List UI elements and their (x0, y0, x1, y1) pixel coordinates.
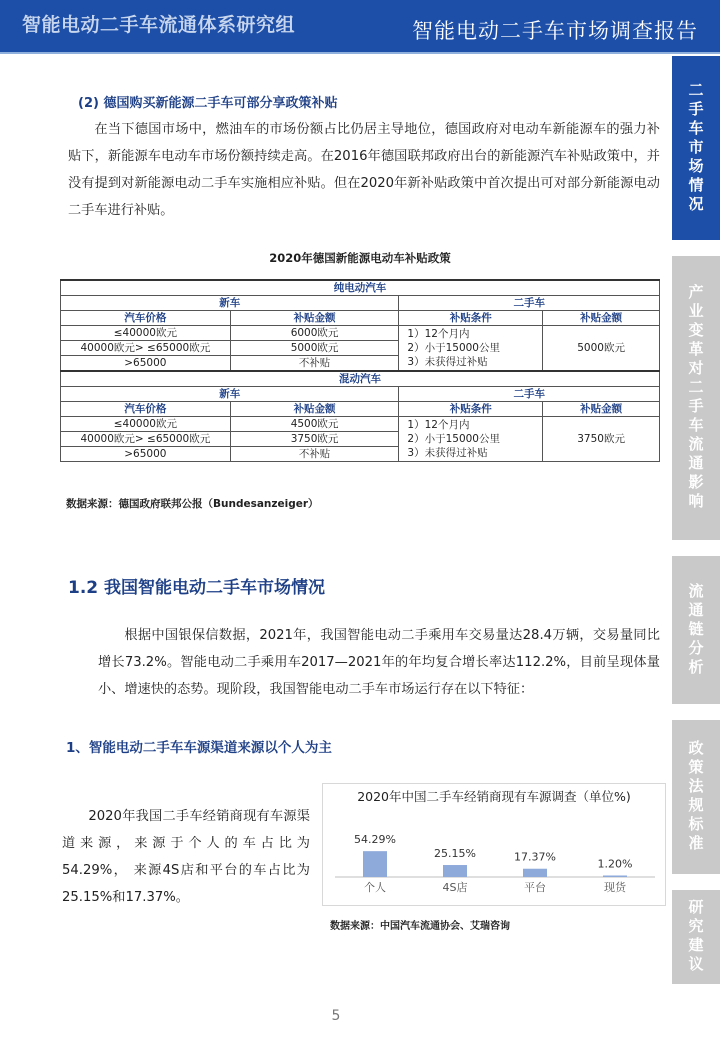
cell-amount: 6000欧元 (230, 326, 399, 341)
col-used-amount: 补贴金额 (543, 402, 660, 417)
chart-title: 2020年中国二手车经销商现有车源调查（单位%) (357, 789, 631, 804)
cell-price: ≤40000欧元 (61, 326, 231, 341)
cell-price: >65000 (61, 356, 231, 372)
cell-amount: 不补贴 (230, 447, 399, 462)
cell-amount: 不补贴 (230, 356, 399, 372)
category-label-0: 个人 (364, 881, 386, 894)
col-price: 汽车价格 (61, 311, 231, 326)
paragraph-germany: 在当下德国市场中，燃油车的市场份额占比仍居主导地位，德国政府对电动车新能源车的强力补贴下，新能源车电动车市场份额持续走高。在2016年德国联邦政府出台的新能源汽车补贴政策中，并没有提到对新能源电动二手车实施相应补贴。但在2020年新补贴政策中首次提出可对部分新能源电动二手车进行补贴。 (68, 122, 660, 218)
category-label-3: 现货 (604, 881, 626, 894)
col-used-amount: 补贴金额 (543, 311, 660, 326)
cell-price: 40000欧元> ≤65000欧元 (61, 432, 231, 447)
table-title: 2020年德国新能源电动车补贴政策 (269, 251, 451, 265)
side-tab-industry-impact[interactable]: 产业变革对二手车流通影响 (672, 256, 720, 540)
page-header (0, 0, 720, 52)
col-condition: 补贴条件 (399, 311, 543, 326)
data-label-3: 1.20% (597, 857, 633, 871)
data-label-0: 54.29% (354, 833, 396, 847)
col-amount: 补贴金额 (230, 311, 399, 326)
data-label-1: 25.15% (434, 847, 476, 861)
chart-frame (322, 783, 666, 906)
col-amount: 补贴金额 (230, 402, 399, 417)
bar-2 (523, 869, 547, 877)
col-price: 汽车价格 (61, 402, 231, 417)
bar-1 (443, 865, 467, 877)
chart-source: 数据来源：中国汽车流通协会、艾瑞咨询 (330, 921, 510, 932)
org-name: 智能电动二手车流通体系研究组 (22, 14, 296, 36)
col-condition: 补贴条件 (399, 402, 543, 417)
paragraph-china: 根据中国银保信数据，2021年，我国智能电动二手乘用车交易量达28.4万辆，交易量同比增长73.2%。智能电动二手乘用车2017—2021年的年均复合增长率达112.2%，目前呈现体量小、增速快的态势。现阶段，我国智能电动二手车市场运行存在以下特征： (98, 628, 660, 697)
cell-price: ≤40000欧元 (61, 417, 231, 432)
report-title: 智能电动二手车市场调查报告 (412, 19, 698, 43)
section-heading-china: 1.2 我国智能电动二手车市场情况 (68, 578, 326, 598)
category-label-2: 平台 (524, 881, 546, 894)
section-hybrid: 混动汽车 (61, 371, 660, 387)
header-new-car: 新车 (61, 296, 399, 311)
cell-amount: 3750欧元 (230, 432, 399, 447)
bar-chart (323, 784, 667, 907)
table-source: 数据来源：德国政府联邦公报（Bundesanzeiger） (66, 498, 319, 510)
cell-conditions: 1）12个月内 2）小于15000公里 3）未获得过补贴 (399, 417, 543, 462)
section-bev: 纯电动汽车 (61, 280, 660, 296)
bar-0 (363, 851, 387, 877)
cell-used-amount: 5000欧元 (543, 326, 660, 372)
cell-conditions: 1）12个月内 2）小于15000公里 3）未获得过补贴 (399, 326, 543, 372)
cell-price: 40000欧元> ≤65000欧元 (61, 341, 231, 356)
cell-amount: 5000欧元 (230, 341, 399, 356)
paragraph-sources: 2020年我国二手车经销商现有车源渠道来源，来源于个人的车占比为54.29%， 来源4S店和平台的车占比为25.15%和17.37%。 (62, 809, 310, 905)
side-tab-suggestions[interactable]: 研究建议 (672, 890, 720, 984)
header-new-car: 新车 (61, 387, 399, 402)
header-used-car: 二手车 (399, 296, 660, 311)
page-number: 5 (331, 1008, 341, 1024)
bar-3 (603, 876, 627, 878)
category-label-1: 4S店 (442, 881, 468, 894)
header-used-car: 二手车 (399, 387, 660, 402)
header-divider (0, 52, 720, 54)
side-tab-policy[interactable]: 政策法规标准 (672, 720, 720, 874)
subsection-heading-sources: 1、智能电动二手车车源渠道来源以个人为主 (66, 740, 332, 756)
cell-price: >65000 (61, 447, 231, 462)
data-label-2: 17.37% (514, 850, 556, 864)
side-tab-market[interactable]: 二手车市场情况 (672, 56, 720, 240)
cell-used-amount: 3750欧元 (543, 417, 660, 462)
cell-amount: 4500欧元 (230, 417, 399, 432)
side-tab-chain-analysis[interactable]: 流通链分析 (672, 556, 720, 704)
subsection-heading-germany: (2) 德国购买新能源二手车可部分享政策补贴 (78, 96, 338, 111)
subsidy-table (60, 279, 660, 462)
